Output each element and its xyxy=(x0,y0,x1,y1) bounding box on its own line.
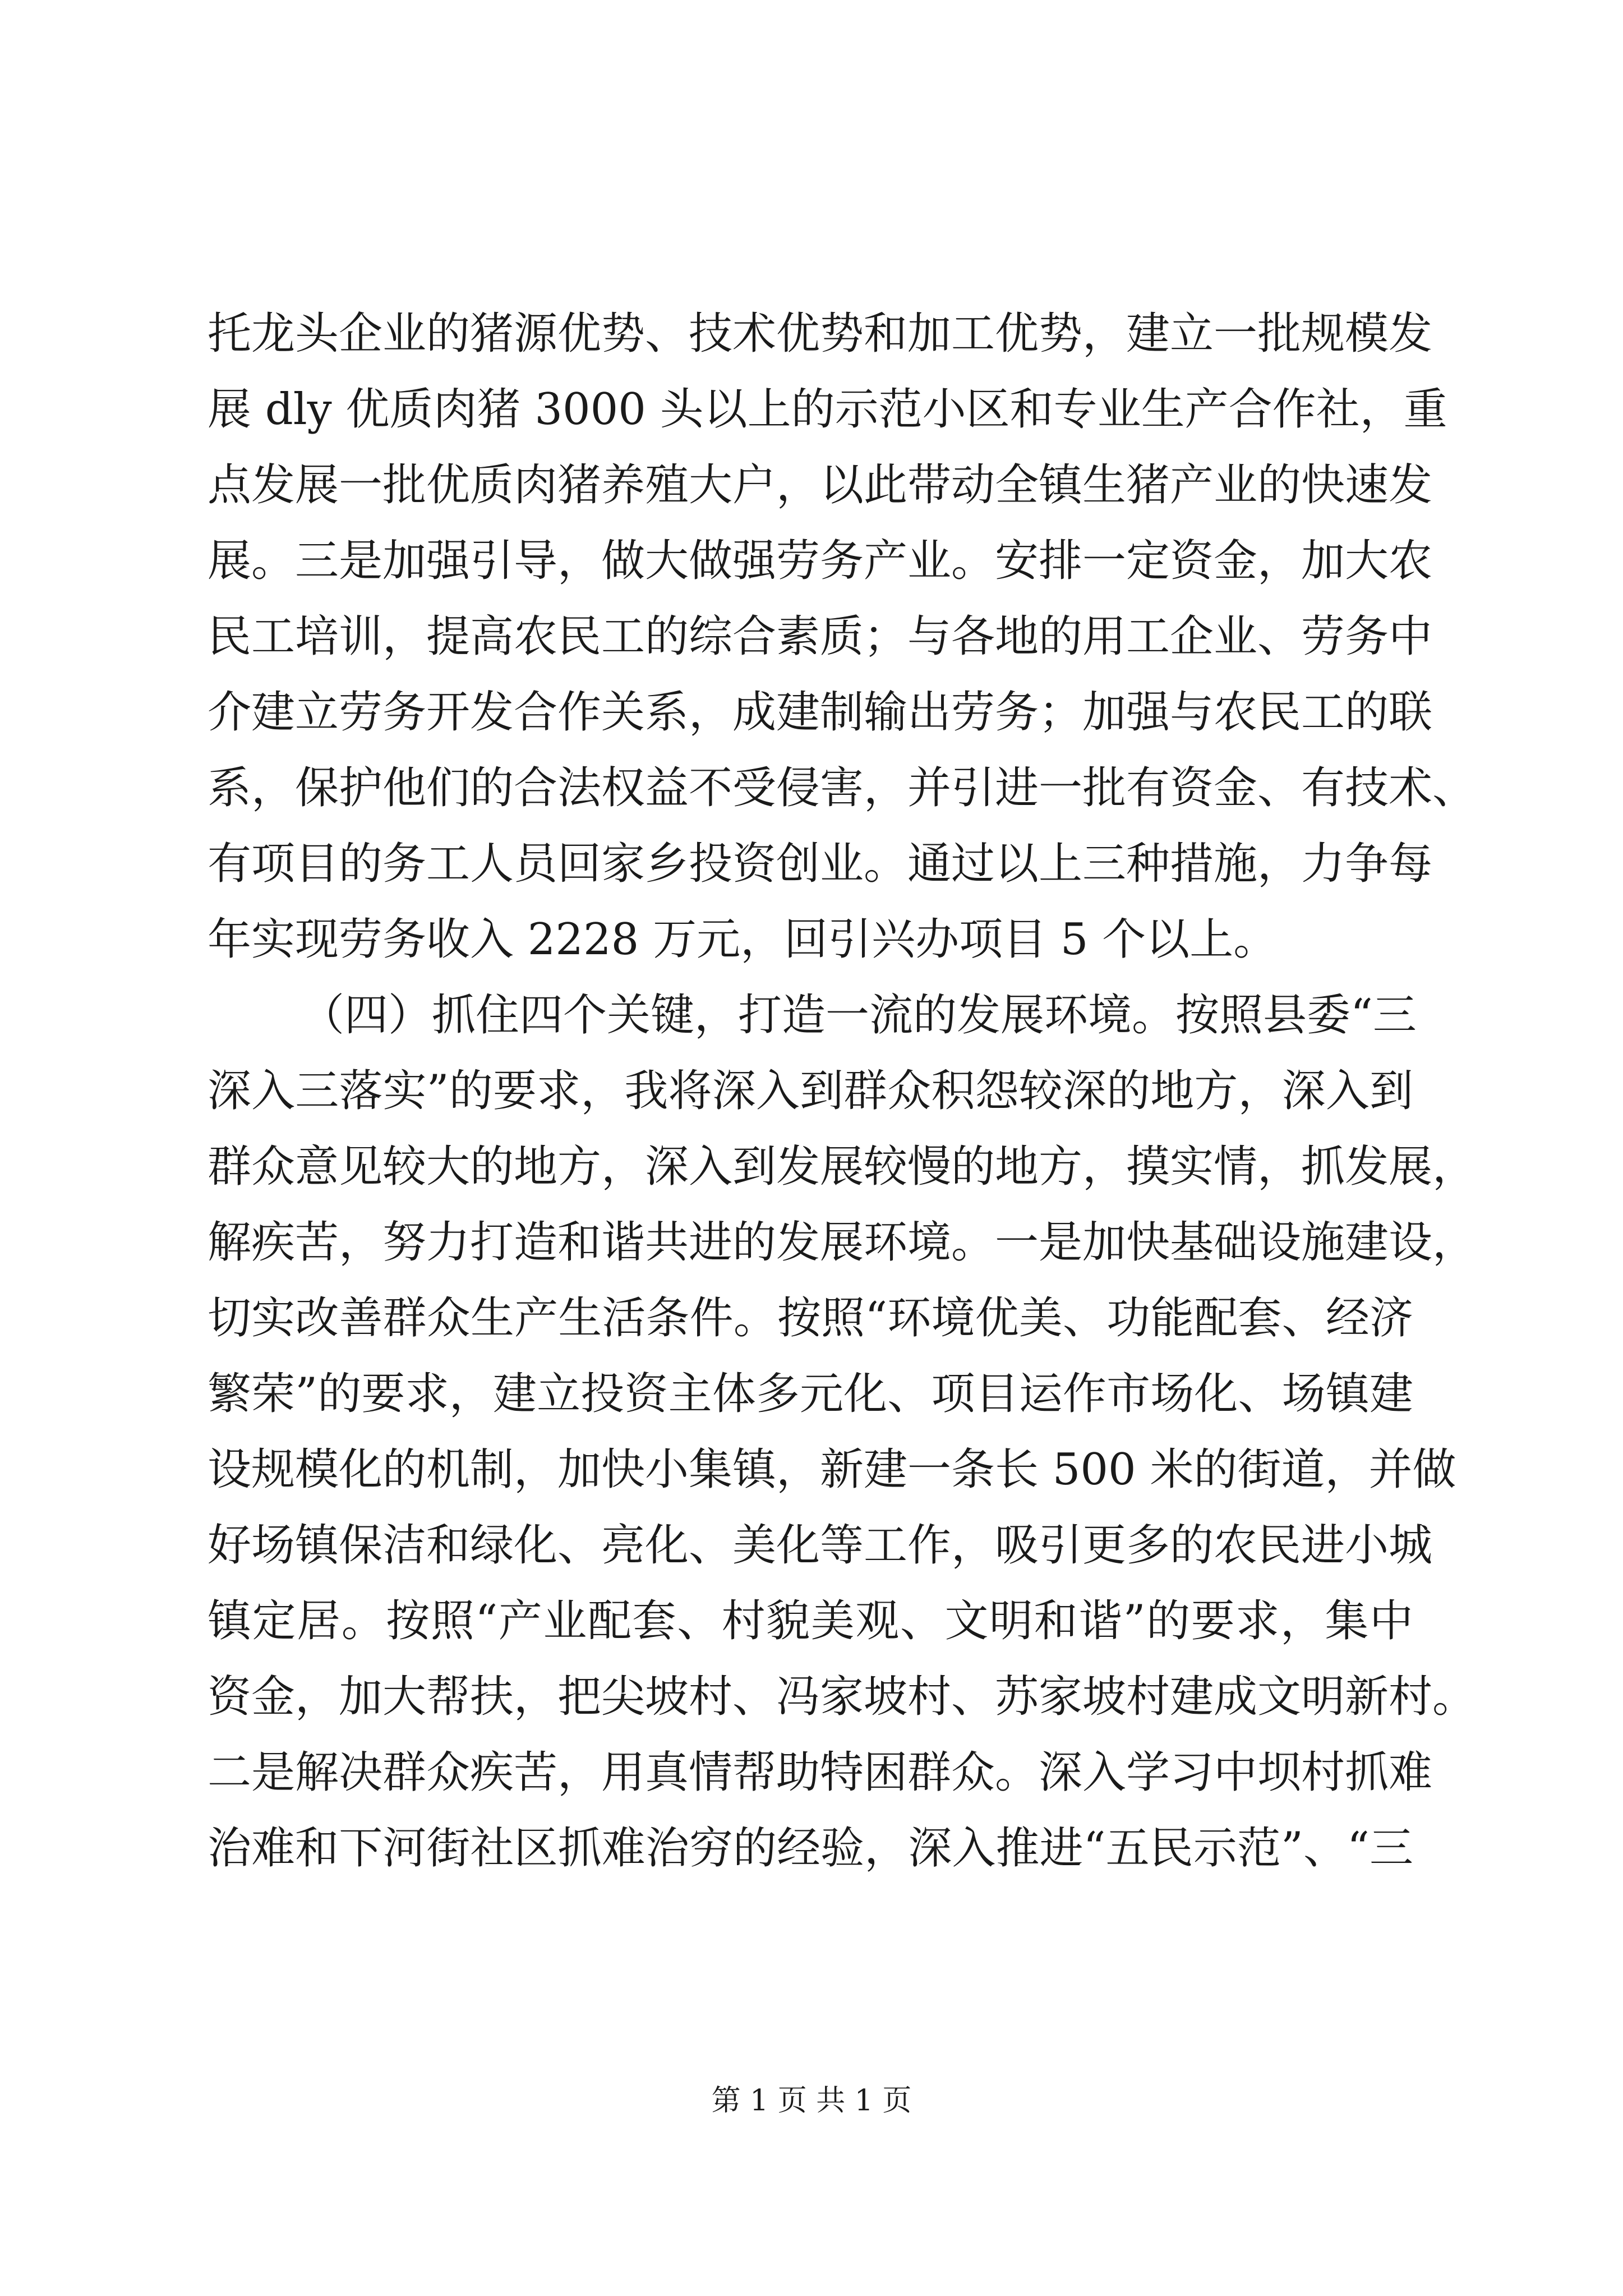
body-line: 群众意见较大的地方，深入到发展较慢的地方，摸实情，抓发展， xyxy=(208,1142,1477,1192)
body-line: 镇定居。按照“产业配套、村貌美观、文明和谐”的要求，集中 xyxy=(208,1596,1413,1646)
body-line: 介建立劳务开发合作关系，成建制输出劳务；加强与农民工的联 xyxy=(208,687,1433,738)
paragraph-first-line: （四）抓住四个关键，打造一流的发展环境。按照县委“三 xyxy=(301,990,1417,1041)
body-line: 资金，加大帮扶，把尖坡村、冯家坡村、苏家坡村建成文明新村。 xyxy=(208,1672,1477,1722)
body-line: 展 dly 优质肉猪 3000 头以上的示范小区和专业生产合作社，重 xyxy=(208,384,1447,435)
body-line: 深入三落实”的要求，我将深入到群众积怨较深的地方，深入到 xyxy=(208,1066,1413,1116)
body-line: 好场镇保洁和绿化、亮化、美化等工作，吸引更多的农民进小城 xyxy=(208,1520,1433,1571)
body-line: 托龙头企业的猪源优势、技术优势和加工优势，建立一批规模发 xyxy=(208,309,1433,359)
body-line: 系，保护他们的合法权益不受侵害，并引进一批有资金、有技术、 xyxy=(208,763,1477,813)
page-number-footer: 第 1 页 共 1 页 xyxy=(711,2084,912,2118)
body-line: 繁荣”的要求，建立投资主体多元化、项目运作市场化、场镇建 xyxy=(208,1369,1413,1419)
body-line: 民工培训，提高农民工的综合素质；与各地的用工企业、劳务中 xyxy=(208,611,1433,662)
body-line: 切实改善群众生产生活条件。按照“环境优美、功能配套、经济 xyxy=(208,1293,1413,1343)
body-line: 治难和下河街社区抓难治穷的经验，深入推进“五民示范”、“三 xyxy=(208,1823,1413,1874)
body-line: 解疾苦，努力打造和谐共进的发展环境。一是加快基础设施建设， xyxy=(208,1217,1477,1268)
body-line: 设规模化的机制，加快小集镇，新建一条长 500 米的街道，并做 xyxy=(208,1444,1456,1495)
body-line: 二是解决群众疾苦，用真情帮助特困群众。深入学习中坝村抓难 xyxy=(208,1747,1433,1798)
body-line: 有项目的务工人员回家乡投资创业。通过以上三种措施，力争每 xyxy=(208,839,1433,889)
body-line: 年实现劳务收入 2228 万元，回引兴办项目 5 个以上。 xyxy=(208,914,1278,965)
body-line: 点发展一批优质肉猪养殖大户，以此带动全镇生猪产业的快速发 xyxy=(208,460,1433,510)
body-line: 展。三是加强引导，做大做强劳务产业。安排一定资金，加大农 xyxy=(208,536,1433,586)
